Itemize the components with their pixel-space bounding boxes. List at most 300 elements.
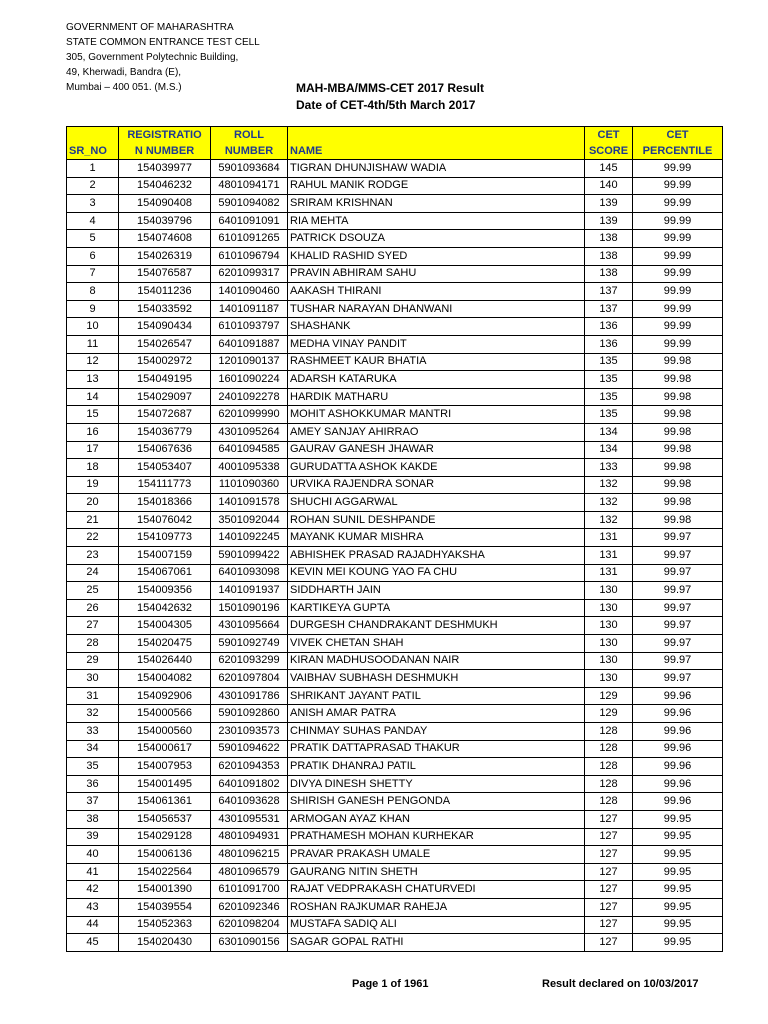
cell-cet-percentile: 99.98 [633,353,723,371]
cell-registration-number: 154111773 [119,476,211,494]
cell-sr-no: 28 [67,635,119,653]
cell-sr-no: 15 [67,406,119,424]
address-block [66,20,260,95]
table-row [67,406,723,424]
cell-sr-no: 45 [67,934,119,952]
cell-name: TUSHAR NARAYAN DHANWANI [288,300,585,318]
cell-cet-percentile: 99.95 [633,863,723,881]
cell-name: SRIRAM KRISHNAN [288,195,585,213]
cell-cet-score: 137 [585,283,633,301]
cell-sr-no: 35 [67,758,119,776]
cell-name: KHALID RASHID SYED [288,247,585,265]
cell-name: KARTIKEYA GUPTA [288,599,585,617]
cell-cet-percentile: 99.98 [633,423,723,441]
table-row [67,723,723,741]
results-table [66,126,723,952]
cell-registration-number: 154004082 [119,670,211,688]
cell-registration-number: 154029128 [119,828,211,846]
header-cet-percentile: CET PERCENTILE [633,127,723,160]
cell-registration-number: 154067636 [119,441,211,459]
cell-sr-no: 31 [67,687,119,705]
table-row [67,494,723,512]
cell-registration-number: 154000566 [119,705,211,723]
cell-registration-number: 154092906 [119,687,211,705]
cell-roll-number: 6401093628 [211,793,288,811]
table-row [67,758,723,776]
cell-cet-percentile: 99.99 [633,212,723,230]
cell-name: GAURAV GANESH JHAWAR [288,441,585,459]
cell-registration-number: 154020430 [119,934,211,952]
cell-sr-no: 12 [67,353,119,371]
table-header-row [67,127,723,160]
table-row [67,670,723,688]
cell-cet-percentile: 99.99 [633,195,723,213]
cell-roll-number: 6101091700 [211,881,288,899]
cell-name: DURGESH CHANDRAKANT DESHMUKH [288,617,585,635]
cell-registration-number: 154067061 [119,564,211,582]
table-row [67,353,723,371]
cell-registration-number: 154039796 [119,212,211,230]
table-row [67,459,723,477]
cell-name: MUSTAFA SADIQ ALI [288,916,585,934]
cell-cet-percentile: 99.98 [633,494,723,512]
cell-roll-number: 5901092860 [211,705,288,723]
table-row [67,177,723,195]
cell-registration-number: 154006136 [119,846,211,864]
cell-cet-score: 127 [585,828,633,846]
cell-registration-number: 154074608 [119,230,211,248]
table-row [67,335,723,353]
cell-sr-no: 20 [67,494,119,512]
cell-cet-percentile: 99.95 [633,898,723,916]
address-line: STATE COMMON ENTRANCE TEST CELL [66,37,260,48]
cell-sr-no: 30 [67,670,119,688]
cell-name: RIA MEHTA [288,212,585,230]
cell-registration-number: 154042632 [119,599,211,617]
cell-sr-no: 7 [67,265,119,283]
cell-registration-number: 154011236 [119,283,211,301]
cell-cet-score: 139 [585,212,633,230]
cell-cet-percentile: 99.99 [633,335,723,353]
address-line: GOVERNMENT OF MAHARASHTRA [66,22,234,33]
cell-registration-number: 154090408 [119,195,211,213]
cell-roll-number: 6201092346 [211,898,288,916]
cell-name: AMEY SANJAY AHIRRAO [288,423,585,441]
cell-cet-percentile: 99.97 [633,529,723,547]
cell-cet-score: 135 [585,406,633,424]
cell-cet-score: 128 [585,723,633,741]
cell-roll-number: 4801096579 [211,863,288,881]
cell-sr-no: 21 [67,511,119,529]
table-row [67,230,723,248]
cell-sr-no: 19 [67,476,119,494]
cell-cet-score: 130 [585,617,633,635]
cell-roll-number: 6401091802 [211,775,288,793]
cell-sr-no: 17 [67,441,119,459]
page-title: MAH-MBA/MMS-CET 2017 Result [296,81,485,95]
cell-sr-no: 24 [67,564,119,582]
cell-registration-number: 154001495 [119,775,211,793]
table-row [67,283,723,301]
cell-name: PRATIK DHANRAJ PATIL [288,758,585,776]
cell-sr-no: 36 [67,775,119,793]
cell-name: PATRICK DSOUZA [288,230,585,248]
cell-name: PRAVIN ABHIRAM SAHU [288,265,585,283]
cell-name: ADARSH KATARUKA [288,371,585,389]
cell-name: TIGRAN DHUNJISHAW WADIA [288,160,585,178]
cell-registration-number: 154033592 [119,300,211,318]
cell-registration-number: 154036779 [119,423,211,441]
cell-sr-no: 37 [67,793,119,811]
cell-name: VIVEK CHETAN SHAH [288,635,585,653]
cell-cet-score: 140 [585,177,633,195]
cell-sr-no: 33 [67,723,119,741]
cell-name: CHINMAY SUHAS PANDAY [288,723,585,741]
table-row [67,705,723,723]
cell-cet-percentile: 99.96 [633,687,723,705]
cell-sr-no: 32 [67,705,119,723]
table-row [67,247,723,265]
cell-roll-number: 4801094171 [211,177,288,195]
cell-name: ROSHAN RAJKUMAR RAHEJA [288,898,585,916]
cell-sr-no: 4 [67,212,119,230]
cell-cet-score: 145 [585,160,633,178]
cell-roll-number: 1201090137 [211,353,288,371]
cell-cet-percentile: 99.97 [633,599,723,617]
cell-cet-score: 139 [585,195,633,213]
cell-roll-number: 1601090224 [211,371,288,389]
cell-cet-score: 135 [585,388,633,406]
cell-cet-score: 131 [585,564,633,582]
cell-cet-score: 130 [585,670,633,688]
table-row [67,635,723,653]
results-body [67,160,723,952]
cell-cet-score: 127 [585,863,633,881]
table-row [67,881,723,899]
cell-name: SIDDHARTH JAIN [288,582,585,600]
table-row [67,212,723,230]
cell-cet-percentile: 99.95 [633,916,723,934]
cell-registration-number: 154039554 [119,898,211,916]
cell-cet-percentile: 99.98 [633,511,723,529]
cell-registration-number: 154053407 [119,459,211,477]
cell-roll-number: 3501092044 [211,511,288,529]
cell-roll-number: 6201093299 [211,652,288,670]
cell-cet-score: 132 [585,494,633,512]
cell-cet-percentile: 99.95 [633,828,723,846]
cell-roll-number: 6401094585 [211,441,288,459]
cell-registration-number: 154022564 [119,863,211,881]
cell-sr-no: 13 [67,371,119,389]
cell-name: RAHUL MANIK RODGE [288,177,585,195]
cell-cet-score: 128 [585,793,633,811]
address-line: 305, Government Polytechnic Building, [66,52,239,63]
cell-registration-number: 154049195 [119,371,211,389]
cell-name: SAGAR GOPAL RATHI [288,934,585,952]
table-row [67,863,723,881]
cell-cet-score: 127 [585,934,633,952]
page-number: Page 1 of 1961 [352,978,429,990]
table-row [67,793,723,811]
header-roll-number: ROLL NUMBER [211,127,288,160]
table-row [67,916,723,934]
cell-cet-score: 134 [585,423,633,441]
cell-sr-no: 2 [67,177,119,195]
cell-sr-no: 9 [67,300,119,318]
table-row [67,371,723,389]
table-row [67,423,723,441]
cell-sr-no: 5 [67,230,119,248]
cell-cet-percentile: 99.99 [633,230,723,248]
table-row [67,617,723,635]
cell-registration-number: 154076587 [119,265,211,283]
cell-registration-number: 154007953 [119,758,211,776]
cell-sr-no: 41 [67,863,119,881]
table-row [67,511,723,529]
cell-roll-number: 6201099990 [211,406,288,424]
cell-sr-no: 40 [67,846,119,864]
cell-roll-number: 1101090360 [211,476,288,494]
cell-cet-percentile: 99.96 [633,740,723,758]
cell-roll-number: 5901094082 [211,195,288,213]
cell-cet-percentile: 99.97 [633,652,723,670]
table-row [67,441,723,459]
cell-name: ROHAN SUNIL DESHPANDE [288,511,585,529]
table-row [67,599,723,617]
cell-sr-no: 23 [67,547,119,565]
header-cet-score: CET SCORE [585,127,633,160]
cell-cet-percentile: 99.98 [633,371,723,389]
table-row [67,775,723,793]
cell-cet-score: 138 [585,265,633,283]
cell-roll-number: 5901092749 [211,635,288,653]
cell-cet-score: 132 [585,511,633,529]
table-row [67,195,723,213]
cell-cet-score: 130 [585,582,633,600]
cell-cet-percentile: 99.98 [633,459,723,477]
cell-roll-number: 6301090156 [211,934,288,952]
cell-registration-number: 154072687 [119,406,211,424]
cell-sr-no: 3 [67,195,119,213]
cell-name: SHUCHI AGGARWAL [288,494,585,512]
cell-sr-no: 43 [67,898,119,916]
cell-roll-number: 6201098204 [211,916,288,934]
cell-cet-percentile: 99.99 [633,300,723,318]
cell-cet-score: 130 [585,652,633,670]
cell-name: PRAVAR PRAKASH UMALE [288,846,585,864]
cell-registration-number: 154001390 [119,881,211,899]
cell-cet-percentile: 99.97 [633,547,723,565]
cell-roll-number: 6101096794 [211,247,288,265]
cell-roll-number: 6401093098 [211,564,288,582]
cell-name: MEDHA VINAY PANDIT [288,335,585,353]
cell-cet-score: 138 [585,247,633,265]
cell-cet-percentile: 99.99 [633,283,723,301]
cell-roll-number: 4301095531 [211,810,288,828]
cell-cet-percentile: 99.95 [633,846,723,864]
table-row [67,318,723,336]
cell-name: SHIRISH GANESH PENGONDA [288,793,585,811]
cell-cet-score: 134 [585,441,633,459]
header-sr-no: SR_NO [67,127,119,160]
cell-name: GURUDATTA ASHOK KAKDE [288,459,585,477]
cell-cet-percentile: 99.99 [633,318,723,336]
cell-sr-no: 42 [67,881,119,899]
cell-name: DIVYA DINESH SHETTY [288,775,585,793]
table-row [67,582,723,600]
cell-roll-number: 5901099422 [211,547,288,565]
cell-cet-score: 133 [585,459,633,477]
cell-name: SHASHANK [288,318,585,336]
cell-roll-number: 6101093797 [211,318,288,336]
address-line: 49, Kherwadi, Bandra (E), [66,67,182,78]
cell-name: ANISH AMAR PATRA [288,705,585,723]
cell-cet-percentile: 99.99 [633,177,723,195]
cell-roll-number: 1401090460 [211,283,288,301]
table-row [67,652,723,670]
cell-cet-score: 136 [585,335,633,353]
cell-cet-percentile: 99.99 [633,160,723,178]
cell-sr-no: 27 [67,617,119,635]
title-block [296,80,484,114]
cell-registration-number: 154018366 [119,494,211,512]
cell-cet-score: 127 [585,898,633,916]
table-row [67,547,723,565]
cell-registration-number: 154039977 [119,160,211,178]
cell-registration-number: 154109773 [119,529,211,547]
cell-cet-percentile: 99.97 [633,582,723,600]
cell-roll-number: 5901094622 [211,740,288,758]
cell-cet-percentile: 99.99 [633,247,723,265]
cell-sr-no: 29 [67,652,119,670]
cell-name: KIRAN MADHUSOODANAN NAIR [288,652,585,670]
cell-name: ARMOGAN AYAZ KHAN [288,810,585,828]
cell-cet-percentile: 99.96 [633,758,723,776]
cell-cet-score: 128 [585,775,633,793]
cell-roll-number: 5901093684 [211,160,288,178]
cell-name: PRATHAMESH MOHAN KURHEKAR [288,828,585,846]
cell-sr-no: 14 [67,388,119,406]
address-line: Mumbai – 400 051. (M.S.) [66,82,182,93]
cell-sr-no: 8 [67,283,119,301]
cell-roll-number: 1401092245 [211,529,288,547]
cell-cet-score: 137 [585,300,633,318]
cell-name: MAYANK KUMAR MISHRA [288,529,585,547]
cell-cet-percentile: 99.96 [633,775,723,793]
cell-registration-number: 154004305 [119,617,211,635]
cell-roll-number: 1401091578 [211,494,288,512]
cell-cet-score: 127 [585,810,633,828]
cell-sr-no: 18 [67,459,119,477]
cell-roll-number: 2401092278 [211,388,288,406]
cell-cet-score: 131 [585,529,633,547]
cell-cet-percentile: 99.97 [633,635,723,653]
table-row [67,265,723,283]
cell-roll-number: 1401091937 [211,582,288,600]
cell-sr-no: 1 [67,160,119,178]
cell-registration-number: 154026547 [119,335,211,353]
cell-roll-number: 6401091887 [211,335,288,353]
cell-name: VAIBHAV SUBHASH DESHMUKH [288,670,585,688]
cell-roll-number: 6201099317 [211,265,288,283]
cell-cet-percentile: 99.98 [633,406,723,424]
cell-registration-number: 154020475 [119,635,211,653]
cell-cet-score: 129 [585,687,633,705]
cell-sr-no: 34 [67,740,119,758]
cell-cet-percentile: 99.99 [633,265,723,283]
header-registration-number: REGISTRATIO N NUMBER [119,127,211,160]
cell-cet-percentile: 99.98 [633,476,723,494]
cell-registration-number: 154002972 [119,353,211,371]
cell-roll-number: 6201094353 [211,758,288,776]
table-row [67,934,723,952]
result-declared-date: Result declared on 10/03/2017 [542,978,699,990]
cell-registration-number: 154061361 [119,793,211,811]
cell-cet-score: 135 [585,371,633,389]
cell-cet-percentile: 99.98 [633,388,723,406]
cell-roll-number: 4801094931 [211,828,288,846]
cell-cet-score: 132 [585,476,633,494]
cell-cet-score: 130 [585,599,633,617]
cell-sr-no: 6 [67,247,119,265]
cell-sr-no: 39 [67,828,119,846]
cell-name: RASHMEET KAUR BHATIA [288,353,585,371]
cell-registration-number: 154026440 [119,652,211,670]
cell-registration-number: 154076042 [119,511,211,529]
cell-sr-no: 22 [67,529,119,547]
table-row [67,810,723,828]
cell-cet-score: 127 [585,916,633,934]
header-name: NAME [288,127,585,160]
cell-roll-number: 2301093573 [211,723,288,741]
cell-cet-score: 138 [585,230,633,248]
cell-registration-number: 154007159 [119,547,211,565]
table-row [67,388,723,406]
cell-name: GAURANG NITIN SHETH [288,863,585,881]
table-row [67,740,723,758]
cell-roll-number: 4801096215 [211,846,288,864]
cell-cet-percentile: 99.95 [633,934,723,952]
cell-roll-number: 4001095338 [211,459,288,477]
cell-name: AAKASH THIRANI [288,283,585,301]
cell-registration-number: 154029097 [119,388,211,406]
cell-sr-no: 38 [67,810,119,828]
cell-roll-number: 6401091091 [211,212,288,230]
cell-roll-number: 4301095264 [211,423,288,441]
cell-name: HARDIK MATHARU [288,388,585,406]
cell-cet-score: 136 [585,318,633,336]
cell-registration-number: 154090434 [119,318,211,336]
page-subtitle: Date of CET-4th/5th March 2017 [296,98,476,112]
cell-sr-no: 10 [67,318,119,336]
cell-cet-score: 131 [585,547,633,565]
cell-sr-no: 44 [67,916,119,934]
cell-registration-number: 154009356 [119,582,211,600]
cell-sr-no: 26 [67,599,119,617]
cell-registration-number: 154052363 [119,916,211,934]
cell-roll-number: 1501090196 [211,599,288,617]
cell-cet-percentile: 99.95 [633,810,723,828]
cell-name: PRATIK DATTAPRASAD THAKUR [288,740,585,758]
cell-roll-number: 6201097804 [211,670,288,688]
cell-cet-score: 127 [585,881,633,899]
cell-roll-number: 4301095664 [211,617,288,635]
cell-cet-score: 129 [585,705,633,723]
cell-cet-score: 130 [585,635,633,653]
table-row [67,687,723,705]
cell-name: ABHISHEK PRASAD RAJADHYAKSHA [288,547,585,565]
cell-name: URVIKA RAJENDRA SONAR [288,476,585,494]
